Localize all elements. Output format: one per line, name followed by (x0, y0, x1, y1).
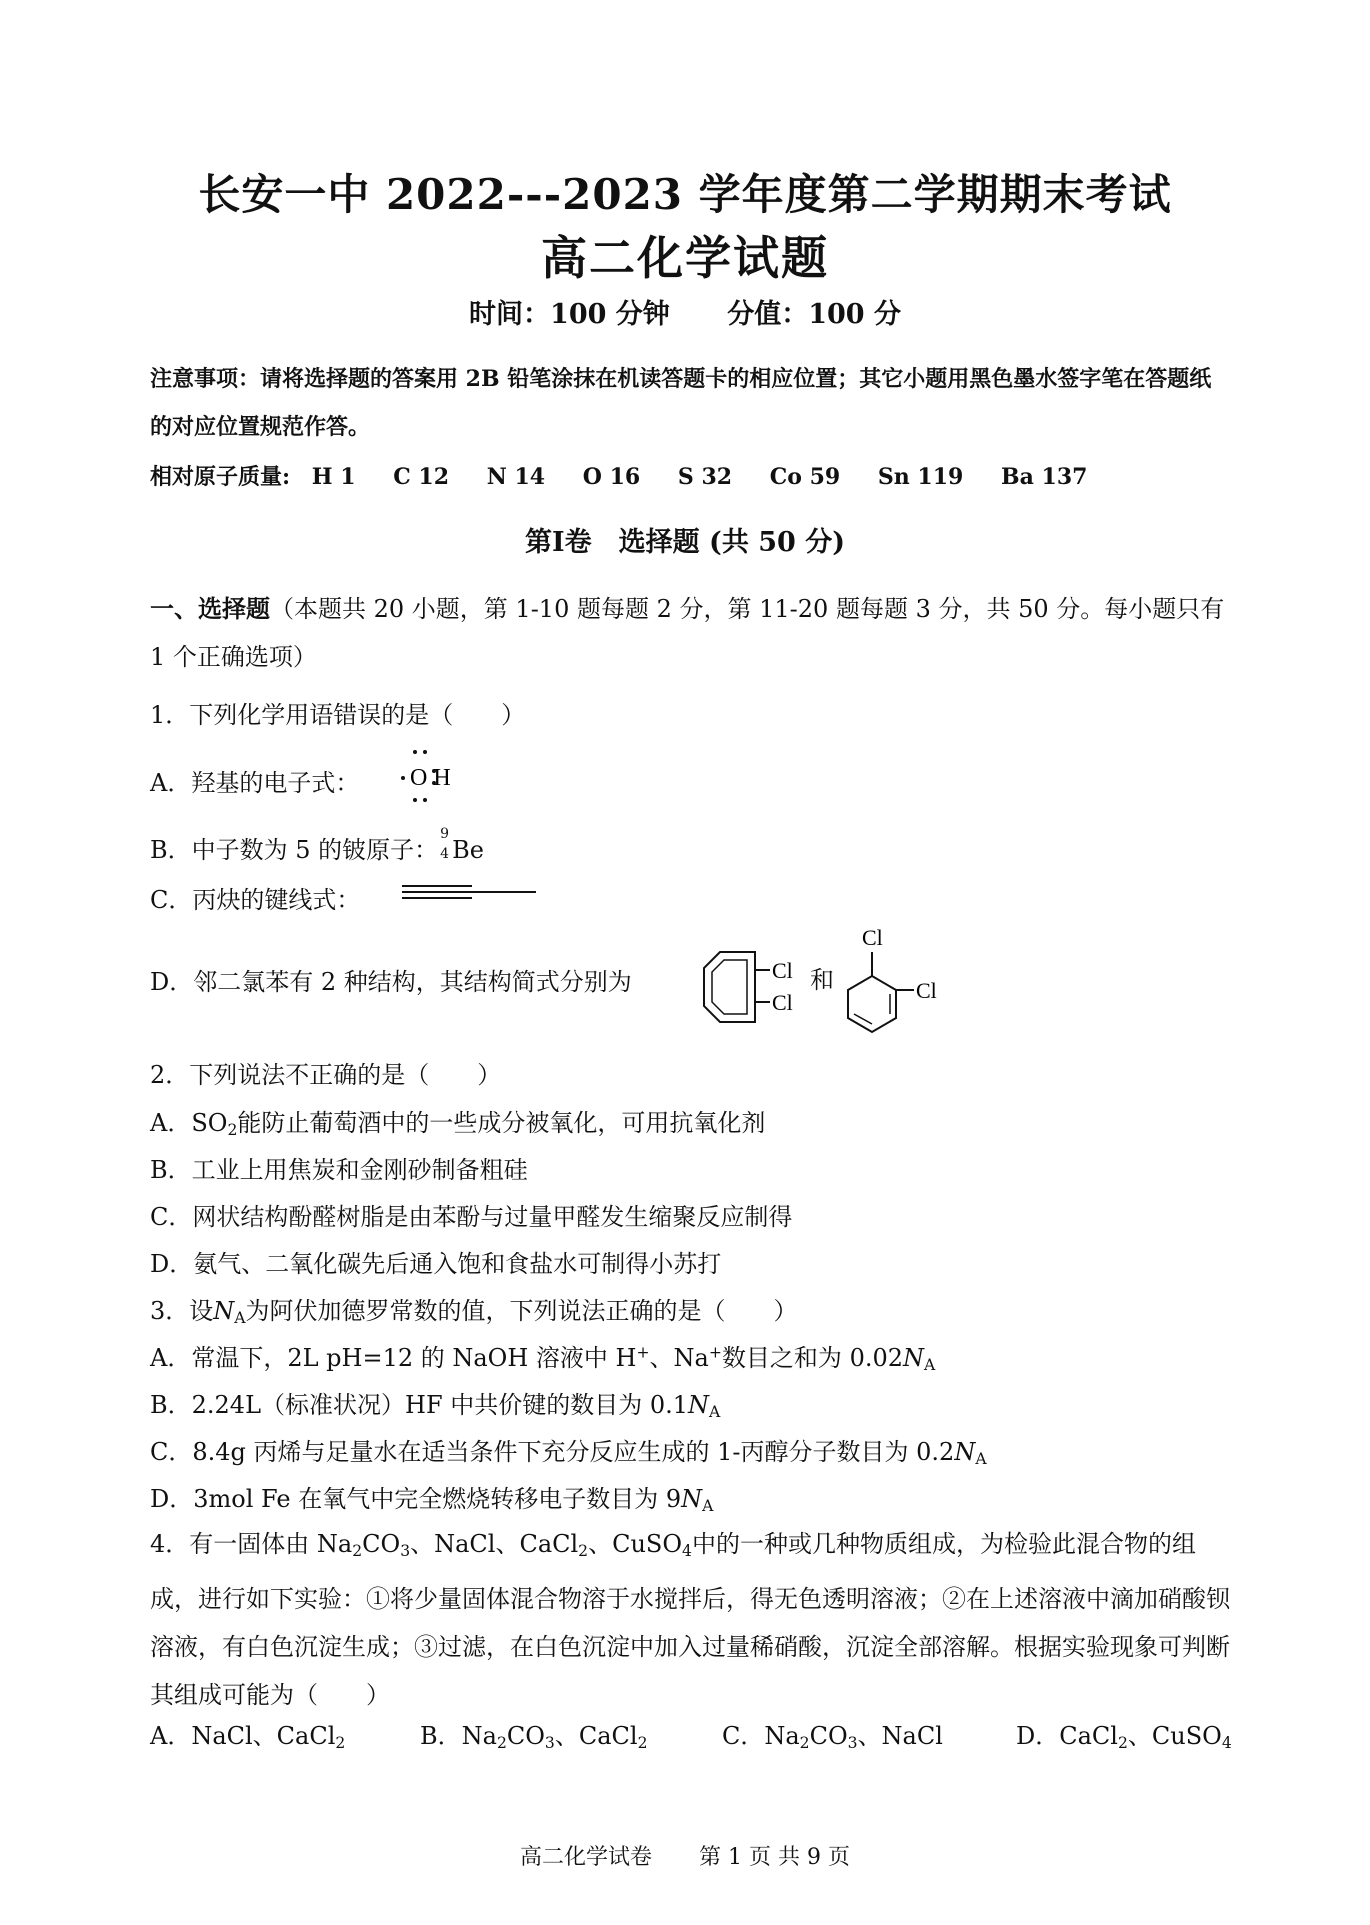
beryllium-nuclide (438, 826, 452, 864)
notice-text: 注意事项：请将选择题的答案用 2B 铅笔涂抹在机读答题卡的相应位置；其它小题用黑色墨水签字笔在答题纸的对应位置规范作答。 (150, 366, 1212, 440)
exam-score: 分值：100 分 (727, 299, 901, 330)
dichlorobenzene-structure-1 (700, 940, 800, 1030)
avogadro-symbol (903, 1344, 935, 1372)
q3-d-text: D．3mol Fe 在氧气中完全燃烧转移电子数目为 9 (150, 1485, 682, 1513)
q2-stem: 2．下列说法不正确的是（ ） (150, 1061, 502, 1089)
atomic-mass-item: Co 59 (769, 464, 841, 490)
q4-stem (150, 1520, 1230, 1719)
q3-option-a (150, 1338, 935, 1374)
atomic-masses (150, 460, 1117, 491)
element-symbol: Be (452, 836, 485, 864)
q4-option-b (420, 1716, 647, 1752)
q4-text: 4．有一固体由 Na (150, 1530, 353, 1558)
atomic-masses-label: 相对原子质量: (150, 464, 291, 490)
q2-option-b: B．工业上用焦炭和金刚砂制备粗硅 (150, 1156, 528, 1184)
avogadro-symbol (954, 1438, 986, 1466)
section-title: 第Ⅰ卷 选择题 (共 50 分) (525, 527, 845, 558)
q4-b-text: 、CaCl (554, 1722, 638, 1750)
subscript: 4 (1221, 1733, 1232, 1752)
q4-d-text: 、CuSO (1127, 1722, 1222, 1750)
na-letter: N (903, 1344, 925, 1372)
q2-a-text: 能防止葡萄酒中的一些成分被氧化，可用抗氧化剂 (237, 1109, 766, 1137)
subscript: 4 (682, 1541, 692, 1560)
q4-c-text: CO (809, 1722, 848, 1750)
q3-a-text: 、Na (649, 1344, 709, 1372)
atomic-mass-item: N 14 (486, 464, 546, 490)
q3-a-text: A．常温下，2L pH=12 的 NaOH 溶液中 H (150, 1344, 637, 1372)
superscript: + (708, 1343, 722, 1362)
q4-d-text: D．CaCl (1016, 1722, 1118, 1750)
na-letter: N (681, 1485, 703, 1513)
q3-option-b (150, 1385, 720, 1421)
dichlorobenzene-structure-2 (840, 920, 960, 1060)
q1-option-b (150, 826, 485, 865)
subscript: 3 (400, 1541, 411, 1560)
subscript: 3 (847, 1733, 858, 1752)
q1-stem: 1．下列化学用语错误的是（ ） (150, 701, 526, 729)
chlorine-label: Cl (916, 978, 937, 1003)
q3-c-text: C．8.4g 丙烯与足量水在适当条件下充分反应生成的 1-丙醇分子数目为 0.2 (150, 1438, 955, 1466)
q2-option-d: D．氨气、二氧化碳先后通入饱和食盐水可制得小苏打 (150, 1250, 722, 1278)
hydroxyl-electron-formula (398, 745, 478, 805)
subscript: 2 (578, 1541, 589, 1560)
q1-d-and: 和 (810, 966, 834, 994)
chlorine-label: Cl (772, 990, 793, 1015)
exam-meta (0, 292, 1370, 331)
na-letter: N (688, 1391, 710, 1419)
subscript: 2 (496, 1733, 507, 1752)
mass-number: 9 (440, 826, 450, 842)
subscript: 2 (637, 1733, 648, 1752)
page-footer (0, 1840, 1370, 1871)
q1-d-label: D．邻二氯苯有 2 种结构，其结构简式分别为 (150, 968, 632, 996)
q2-a-text: A．SO (150, 1109, 228, 1137)
q4-text: 中的一种或几种物质组成，为检验此混合物的组成，进行如下实验：①将少量固体混合物溶于水搅拌后，得无色透明溶液；②在上述溶液中滴加硝酸钡溶液，有白色沉淀生成；③过滤，在白色沉淀中加入过量稀硝酸，沉淀全部溶解。根据实验现象可判断其组成可能为（ ） (150, 1530, 1230, 1709)
avogadro-symbol (213, 1297, 245, 1325)
hydroxyl-formula-text: O H (410, 765, 451, 791)
part-heading: 一、选择题 (150, 594, 270, 623)
q1-option-c (150, 880, 360, 915)
q4-text: CO (362, 1530, 401, 1558)
q1-option-d (150, 962, 632, 997)
q3-b-text: B．2.24L（标准状况）HF 中共价键的数目为 0.1 (150, 1391, 689, 1419)
q4-text: 、CuSO (588, 1530, 683, 1558)
atomic-number: 4 (440, 846, 450, 862)
subscript: 3 (544, 1733, 555, 1752)
q4-option-a (150, 1716, 345, 1752)
atomic-mass-item: C 12 (393, 464, 450, 490)
q1-option-a (150, 763, 359, 798)
q4-b-text: CO (506, 1722, 545, 1750)
q2-option-c: C．网状结构酚醛树脂是由苯酚与过量甲醛发生缩聚反应制得 (150, 1203, 793, 1231)
na-subscript: A (924, 1355, 936, 1374)
subscript: 2 (335, 1733, 346, 1752)
subscript: 2 (352, 1541, 363, 1560)
atomic-mass-item: Ba 137 (1001, 464, 1088, 490)
q3-stem (150, 1291, 798, 1327)
q1-c-label: C．丙炔的键线式： (150, 886, 361, 914)
footer-page-number: 第 1 页 共 9 页 (699, 1845, 850, 1870)
chlorine-label: Cl (862, 925, 883, 950)
exam-subject-title: 高二化学试题 (541, 231, 829, 285)
na-subscript: A (709, 1402, 721, 1421)
q4-c-text: C．Na (722, 1722, 800, 1750)
footer-paper-name: 高二化学试卷 (520, 1845, 653, 1870)
q4-option-d (1016, 1716, 1232, 1752)
q4-c-text: 、NaCl (857, 1722, 943, 1750)
q4-b-text: B．Na (420, 1722, 497, 1750)
na-letter: N (954, 1438, 976, 1466)
atomic-mass-item: S 32 (677, 464, 733, 490)
q1-a-label: A．羟基的电子式： (150, 769, 360, 797)
subscript: 2 (227, 1120, 238, 1139)
part-instructions: （本题共 20 小题，第 1-10 题每题 2 分，第 11-20 题每题 3 分，共 50 分。每小题只有 1 个正确选项） (150, 595, 1225, 671)
q3-option-d (150, 1479, 713, 1515)
q3-a-text: 数目之和为 0.02 (721, 1344, 904, 1372)
atomic-mass-item: Sn 119 (877, 464, 964, 490)
exam-time: 时间：100 分钟 (469, 299, 670, 330)
avogadro-symbol (688, 1391, 720, 1419)
q3-option-c (150, 1432, 987, 1468)
q2-option-a (150, 1103, 765, 1139)
chlorine-label: Cl (772, 958, 793, 983)
na-subscript: A (702, 1496, 714, 1515)
q4-option-c (722, 1716, 943, 1752)
propyne-skeletal-formula (400, 876, 540, 906)
subscript: 2 (1117, 1733, 1128, 1752)
na-subscript: A (975, 1449, 987, 1468)
q1-b-label: B．中子数为 5 的铍原子： (150, 836, 439, 864)
q4-text: 、NaCl、CaCl (410, 1530, 579, 1558)
na-letter: N (213, 1297, 235, 1325)
part-description (150, 585, 1230, 681)
q3-stem-text: 为阿伏加德罗常数的值，下列说法正确的是（ ） (245, 1297, 798, 1325)
subscript: 2 (799, 1733, 810, 1752)
q3-stem-text: 3．设 (150, 1297, 214, 1325)
exam-title: 长安一中 2022---2023 学年度第二学期期末考试 (198, 170, 1172, 219)
atomic-mass-item: O 16 (582, 464, 641, 490)
q4-a-text: A．NaCl、CaCl (150, 1722, 336, 1750)
superscript: + (636, 1343, 650, 1362)
atomic-mass-item: H 1 (311, 464, 356, 490)
avogadro-symbol (681, 1485, 713, 1513)
na-subscript: A (234, 1308, 246, 1327)
